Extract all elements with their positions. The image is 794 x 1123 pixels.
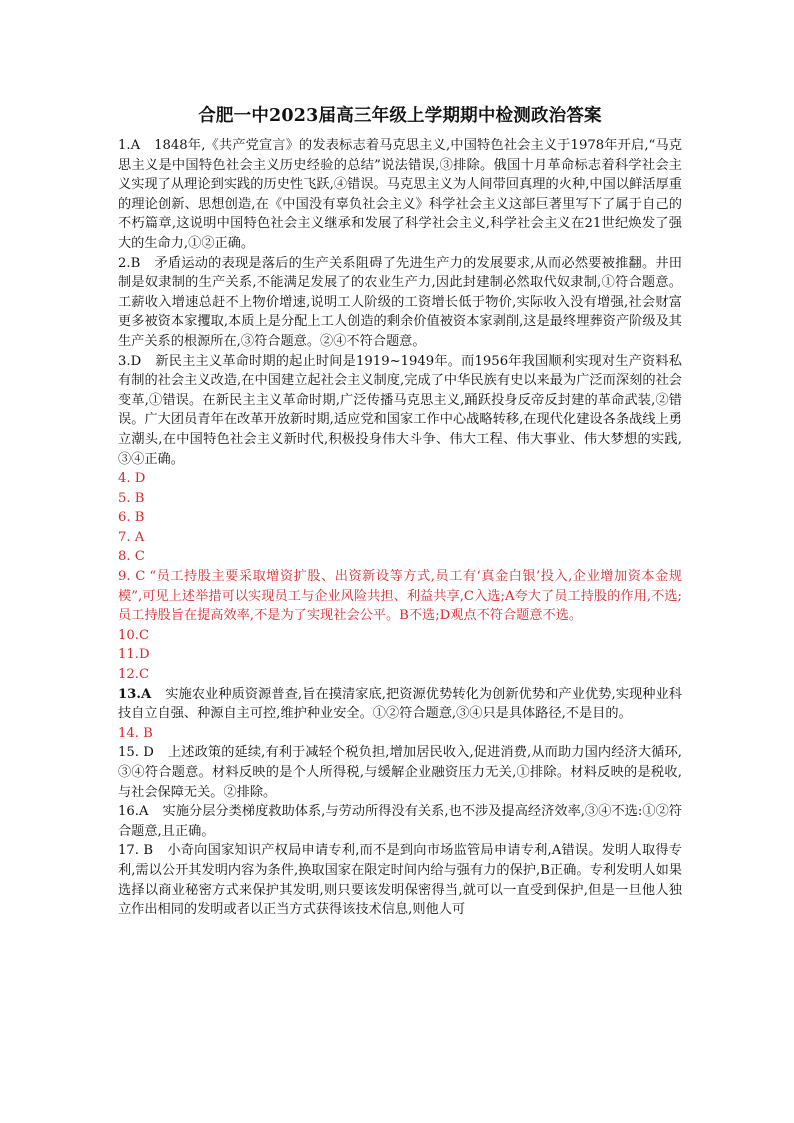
answer-item-2 bbox=[118, 254, 682, 352]
answer-item-13 bbox=[118, 685, 682, 724]
answer-number: 8. C bbox=[118, 549, 145, 565]
answer-number: 5. B bbox=[118, 490, 145, 506]
answer-item-6 bbox=[118, 508, 682, 528]
answer-item-1 bbox=[118, 136, 682, 254]
answer-number: 12.C bbox=[118, 667, 150, 683]
answer-item-16 bbox=[118, 802, 682, 841]
answer-list bbox=[118, 136, 682, 920]
document-title: 合肥一中2023届高三年级上学期期中检测政治答案 bbox=[198, 106, 602, 126]
answer-item-12 bbox=[118, 665, 682, 685]
answer-item-11 bbox=[118, 645, 682, 665]
answer-item-7 bbox=[118, 528, 682, 548]
answer-number: 4. D bbox=[118, 471, 146, 487]
answer-item-9 bbox=[118, 567, 682, 626]
answer-number: 11.D bbox=[118, 647, 150, 663]
answer-explanation: 上述政策的延续,有利于减轻个税负担,增加居民收入,促进消费,从而助力国内经济大循环,③④符合题意。材料反映的是个人所得税,与缓解企业融资压力无关,①排除。材料反映的是税收,与社会保障无关。②排除。 bbox=[118, 745, 682, 800]
answer-number: 2.B bbox=[118, 255, 141, 271]
answer-number: 14. B bbox=[118, 725, 153, 741]
answer-explanation: 矛盾运动的表现是落后的生产关系阻碍了先进生产力的发展要求,从而必然要被推翻。井田制是奴隶制的生产关系,不能满足发展了的农业生产力,因此封建制必然取代奴隶制,①符合题意。工薪收入增速总赶不上物价增速,说明工人阶级的工资增长低于物价,实际收入没有增强,社会财富更多被资本家攫取,本质上是分配上工人创造的剩余价值被资本家剥削,这是最终埋葬资产阶级及其生产关系的根源所在,③符合题意。②④不符合题意。 bbox=[118, 255, 682, 349]
answer-item-10 bbox=[118, 626, 682, 646]
answer-number: 10.C bbox=[118, 627, 150, 643]
answer-explanation: 实施分层分类梯度救助体系,与劳动所得没有关系,也不涉及提高经济效率,③④不选:①②符合题意,且正确。 bbox=[118, 804, 682, 839]
answer-item-5 bbox=[118, 489, 682, 509]
answer-explanation: 1848年,《共产党宣言》的发表标志着马克思主义,中国特色社会主义于1978年开启,“马克思主义是中国特色社会主义历史经验的总结”说法错误,③排除。俄国十月革命标志着科学社会主义实现了从理论到实践的历史性飞跃,④错误。马克思主义为人间带回真理的火种,中国以鲜活厚重的理论创新、思想创造,在《中国没有辜负社会主义》科学社会主义这部巨著里写下了属于自己的不朽篇章,这说明中国特色社会主义继承和发展了科学社会主义,科学社会主义在21世纪焕发了强大的生命力,①②正确。 bbox=[118, 138, 682, 251]
answer-explanation: 新民主主义革命时期的起止时间是1919~1949年。而1956年我国顺利实现对生产资料私有制的社会主义改造,在中国建立起社会主义制度,完成了中华民族有史以来最为广泛而深刻的社会变革,①错误。在新民主主义革命时期,广泛传播马克思主义,踊跃投身反帝反封建的革命武装,②错误。广大团员青年在改革开放新时期,适应党和国家工作中心战略转移,在现代化建设各条战线上勇立潮头,在中国特色社会主义新时代,积极投身伟大斗争、伟大工程、伟大事业、伟大梦想的实践,③④正确。 bbox=[118, 353, 682, 467]
answer-item-4 bbox=[118, 469, 682, 489]
answer-number: 17. B bbox=[118, 843, 154, 859]
answer-number: 13.A bbox=[118, 686, 152, 702]
answer-number: 7. A bbox=[118, 529, 145, 545]
answer-item-3 bbox=[118, 352, 682, 470]
answer-number: 16.A bbox=[118, 804, 149, 820]
answer-number: 9. C bbox=[118, 569, 146, 585]
answer-item-14 bbox=[118, 724, 682, 744]
answer-explanation: 实施农业种质资源普查,旨在摸清家底,把资源优势转化为创新优势和产业优势,实现种业科技自立自强、种源自主可控,维护种业安全。①②符合题意,③④只是具体路径,不是目的。 bbox=[118, 686, 682, 722]
answer-item-15 bbox=[118, 743, 682, 802]
answer-number: 15. D bbox=[118, 745, 154, 761]
answer-explanation: 小奇向国家知识产权局申请专利,而不是到向市场监管局申请专利,A错误。发明人取得专利,需以公开其发明内容为条件,换取国家在限定时间内给与强有力的保护,B正确。专利发明人如果选择以商业秘密方式来保护其发明,则只要该发明保密得当,就可以一直受到保护,但是一旦他人独立作出相同的发明或者以正当方式获得该技术信息,则他人可 bbox=[118, 843, 682, 918]
answer-item-17 bbox=[118, 841, 682, 919]
answer-number: 6. B bbox=[118, 510, 145, 526]
answer-number: 3.D bbox=[118, 353, 142, 369]
answer-item-8 bbox=[118, 547, 682, 567]
answer-number: 1.A bbox=[118, 138, 141, 153]
answer-explanation: “员工持股主要采取增资扩股、出资新设等方式,员工有‘真金白银’投入,企业增加资本金规模”,可见上述举措可以实现员工与企业风险共担、利益共享,C入选;A夸大了员工持股的作用,不选;员工持股旨在提高效率,不是为了实现社会公平。B不选;D观点不符合题意不选。 bbox=[118, 569, 682, 624]
